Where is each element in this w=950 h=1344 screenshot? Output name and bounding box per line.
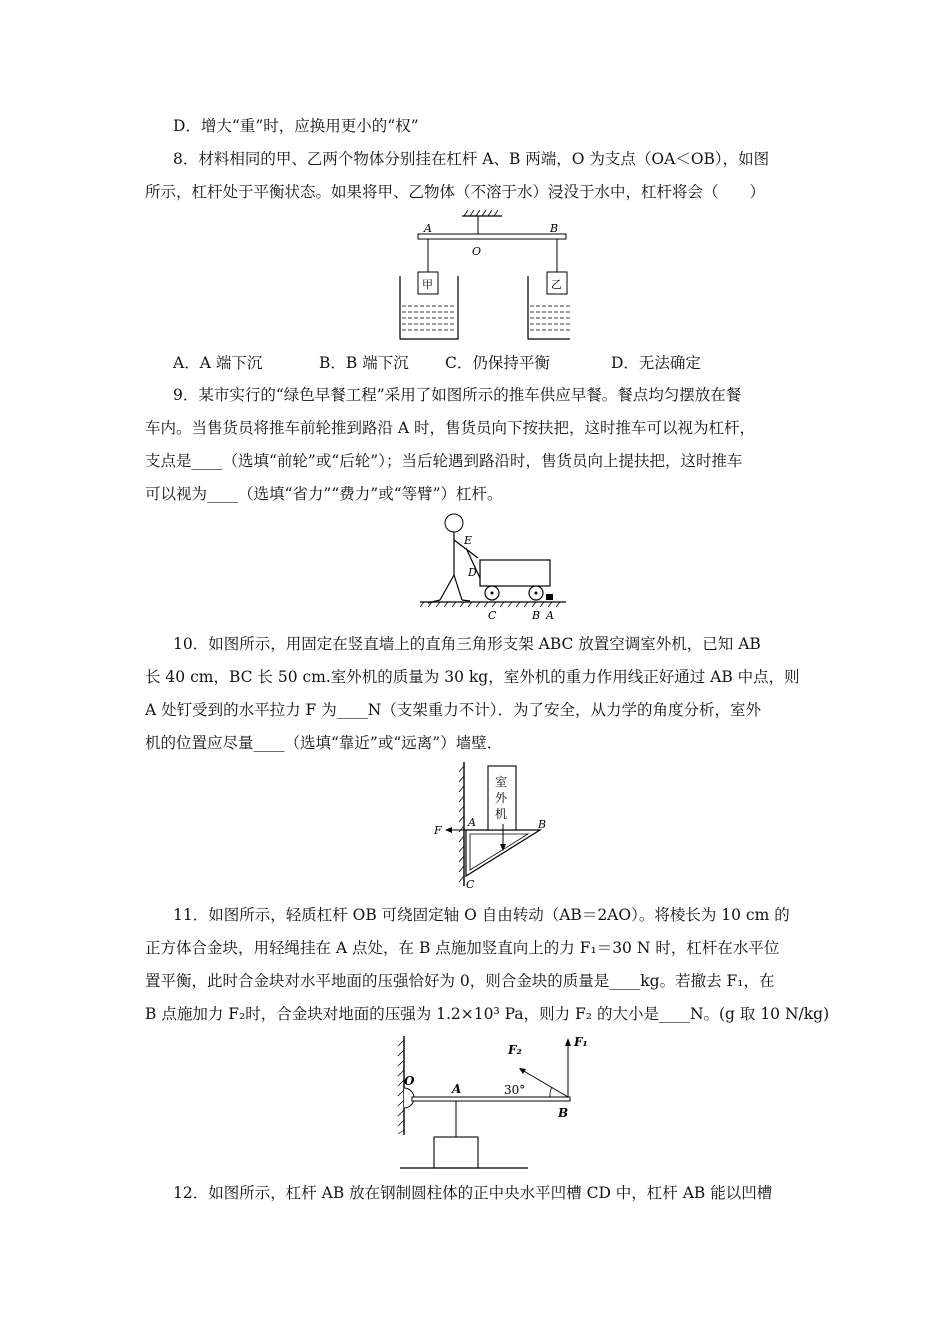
q10-label-b: B	[538, 818, 547, 831]
q10-label-f: F	[434, 824, 442, 837]
q9-label-e: E	[464, 534, 473, 547]
q10-label-c: C	[466, 878, 475, 891]
q8-option-d: D．无法确定	[611, 354, 701, 372]
q9-text-line-4: 可以视为____（选填“省力”“费力”或“等臂”）杠杆。	[145, 485, 503, 503]
q9-text-line-3: 支点是____（选填“前轮”或“后轮”）；当后轮遇到路沿时，售货员向上提扶把，这时推车	[145, 452, 743, 470]
q10-unit-char-3: 机	[495, 807, 508, 821]
q8-label-b: B	[550, 222, 559, 235]
q8-label-yi: 乙	[551, 278, 562, 291]
q11-lever-figure	[392, 1030, 592, 1175]
q9-label-a: A	[546, 609, 554, 622]
q10-text-line-1: 10．如图所示，用固定在竖直墙上的直角三角形支架 ABC 放置空调室外机，已知 AB	[173, 635, 761, 653]
q11-label-b: B	[558, 1106, 569, 1120]
q9-cart-figure	[418, 510, 568, 625]
q9-text-line-2: 车内。当售货员将推车前轮推到路沿 A 时，售货员向下按扶把，这时推车可以视为杠杆，	[145, 419, 756, 437]
q12-text-line-1: 12．如图所示，杠杆 AB 放在钢制圆柱体的正中央水平凹槽 CD 中，杠杆 AB 能以凹槽	[173, 1184, 773, 1202]
q11-label-f1: F₁	[574, 1035, 588, 1049]
q11-label-f2: F₂	[508, 1043, 522, 1057]
q7-option-d: D．增大“重”时，应换用更小的“权”	[173, 117, 419, 135]
q11-text-line-3: 置平衡，此时合金块对水平地面的压强恰好为 0，则合金块的质量是____kg。若撤去 F₁，在	[145, 972, 775, 990]
q8-text-line-2: 所示，杠杆处于平衡状态。如果将甲、乙物体（不溶于水）浸没于水中，杠杆将会（ ）	[145, 183, 766, 201]
q10-unit-char-2: 外	[495, 791, 508, 805]
q9-text-line-1: 9．某市实行的“绿色早餐工程”采用了如图所示的推车供应早餐。餐点均匀摆放在餐	[173, 386, 742, 404]
q9-label-b: B	[532, 609, 541, 622]
q11-text-line-4: B 点施加力 F₂时，合金块对地面的压强为 1.2×10³ Pa，则力 F₂ 的大小是____N。(g 取 10 N/kg)	[145, 1005, 830, 1023]
q11-label-o: O	[404, 1074, 415, 1088]
q10-bracket-figure	[428, 758, 558, 893]
q8-options	[173, 352, 701, 374]
q8-option-c: C．仍保持平衡	[445, 354, 550, 372]
q11-label-a: A	[452, 1082, 462, 1096]
q10-text-line-2: 长 40 cm，BC 长 50 cm.室外机的质量为 30 kg，室外机的重力作用线正好通过 AB 中点，则	[145, 668, 800, 686]
q8-label-jia: 甲	[422, 278, 433, 291]
q8-option-b: B．B 端下沉	[319, 354, 409, 372]
q10-text-line-4: 机的位置应尽量____（选填“靠近”或“远离”）墙壁．	[145, 734, 503, 752]
q11-label-angle: 30°	[504, 1083, 526, 1097]
q9-label-c: C	[488, 609, 497, 622]
q8-lever-figure	[390, 206, 570, 346]
q10-text-line-3: A 处钉受到的水平拉力 F 为____N（支架重力不计）．为了安全，从力学的角度分析，室外	[145, 701, 762, 719]
q11-text-line-1: 11．如图所示，轻质杠杆 OB 可绕固定轴 O 自由转动（AB＝2AO）。将棱长为 10 cm 的	[173, 906, 790, 924]
q8-option-a: A．A 端下沉	[173, 354, 263, 372]
q10-label-a: A	[468, 816, 476, 829]
q8-label-o: O	[472, 245, 482, 258]
q9-label-d: D	[468, 566, 477, 579]
q10-unit-char-1: 室	[495, 775, 508, 789]
q8-label-a: A	[424, 222, 432, 235]
q8-text-line-1: 8．材料相同的甲、乙两个物体分别挂在杠杆 A、B 两端，O 为支点（OA＜OB），如图	[173, 150, 770, 168]
q11-text-line-2: 正方体合金块，用轻绳挂在 A 点处，在 B 点施加竖直向上的力 F₁＝30 N 时，杠杆在水平位	[145, 939, 780, 957]
